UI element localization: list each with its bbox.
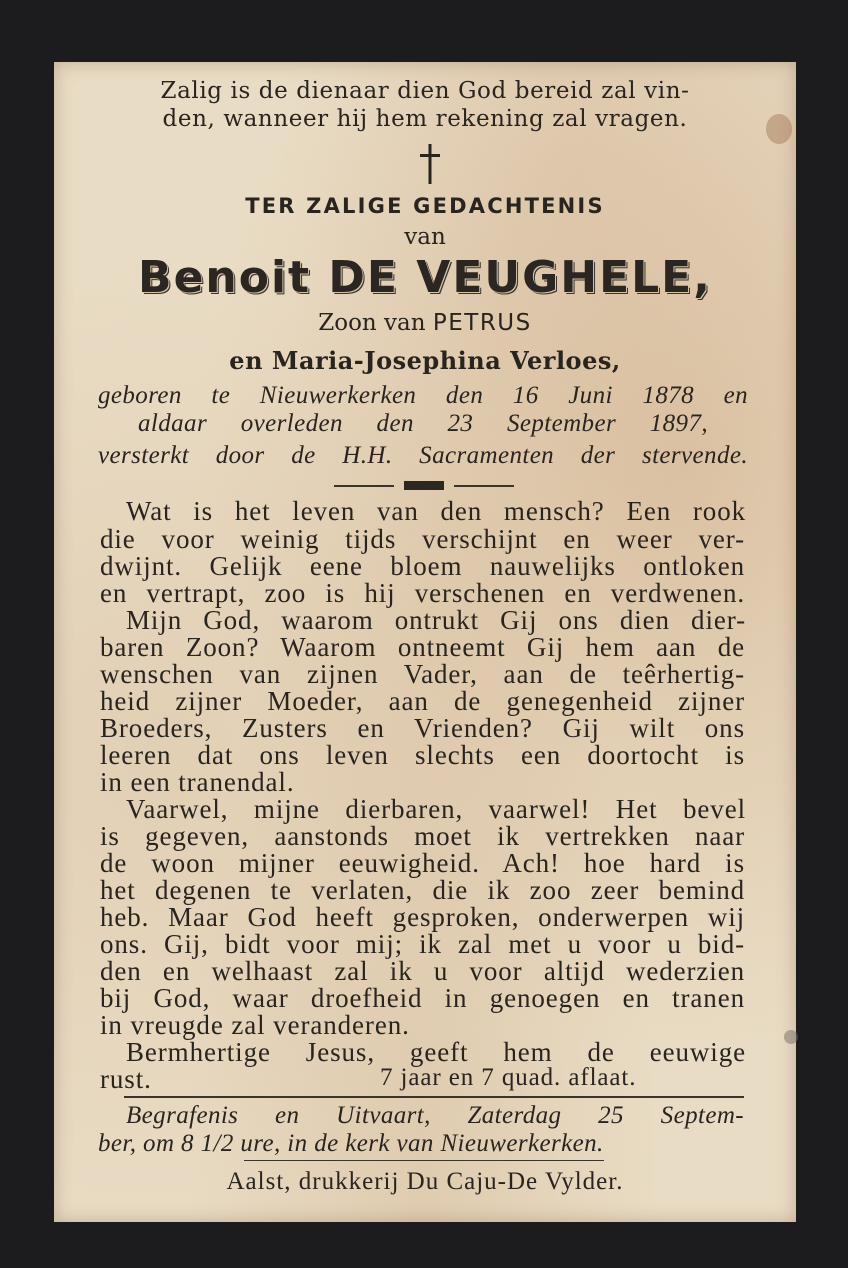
body-line: Mijn God, waarom ontrukt Gij ons dien dier- [126,605,746,635]
body-line: wenschen van zijnen Vader, aan de teêrhertig- [100,659,745,689]
body-line: de woon mijner eeuwigheid. Ach! hoe hard is [100,848,745,878]
funeral-line: Begrafenis en Uitvaart, Zaterdag 25 Septem- [126,1102,744,1129]
body-line: den en welhaast zal ik u voor altijd wederzien [100,956,745,986]
stain-mark [784,1030,798,1044]
body-line: leeren dat ons leven slechts een doortocht is [100,740,745,770]
cross-icon [416,142,444,186]
body-line: heb. Maar God heeft gesproken, onderwerpen wij [100,902,745,932]
body-line: bij God, waar droefheid in genoegen en tranen [100,983,745,1013]
biography-line: aldaar overleden den 23 September 1897, [138,410,708,437]
mother-line: en Maria-Josephina Verloes, [229,346,621,375]
body-line: Wat is het leven van den mensch? Een rook [126,496,746,526]
printer-line: Aalst, drukkerij Du Caju-De Vylder. [226,1168,624,1195]
body-line: heid zijner Moeder, aan de genegenheid zijner [100,686,745,716]
biography-line: versterkt door de H.H. Sacramenten der stervende. [98,442,748,469]
body-line: in vreugde zal veranderen. [100,1010,410,1040]
divider-rule [124,1096,744,1098]
deceased-name: Benoit DE VEUGHELE, [138,252,712,303]
funeral-line: ber, om 8 1/2 ure, in de kerk van Nieuwerkerken. [98,1130,604,1157]
ornament-divider [334,480,514,492]
body-line: is gegeven, aanstonds moet ik vertrekken naar [100,821,745,851]
body-line: in een tranendal. [100,767,295,797]
father-name: PETRUS [432,310,532,336]
motto-line-1: Zalig is de dienaar dien God bereid zal vin- [160,78,690,104]
son-of-line [54,310,796,336]
prayer-end: rust. [100,1064,152,1094]
body-line: Vaarwel, mijne dierbaren, vaarwel! Het bevel [126,794,746,824]
body-line: baren Zoon? Waarom ontneemt Gij hem aan de [100,632,745,662]
memorial-heading: TER ZALIGE GEDACHTENIS [245,194,605,218]
body-line: die voor weinig tijds verschijnt en weer ver- [100,524,745,554]
son-of-prefix: Zoon van [318,310,426,336]
body-line: en vertrapt, zoo is hij verschenen en verdwenen. [100,578,745,608]
body-line: Bermhertige Jesus, geeft hem de eeuwige [126,1037,746,1067]
body-line: dwijnt. Gelijk eene bloem nauwelijks ontloken [100,551,745,581]
biography-line: geboren te Nieuwerkerken den 16 Juni 1878 en [98,382,748,409]
motto-line-2: den, wanneer hij hem rekening zal vragen. [162,106,688,132]
van-word: van [404,224,446,250]
body-line: het degenen te verlaten, die ik zoo zeer bemind [100,875,745,905]
body-line: Broeders, Zusters en Vrienden? Gij wilt ons [100,713,745,743]
divider-rule [244,1160,604,1161]
body-line: ons. Gij, bidt voor mij; ik zal met u voor u bid- [100,929,745,959]
memorial-card [54,62,796,1222]
indulgence-note: 7 jaar en 7 quad. aflaat. [380,1064,637,1091]
